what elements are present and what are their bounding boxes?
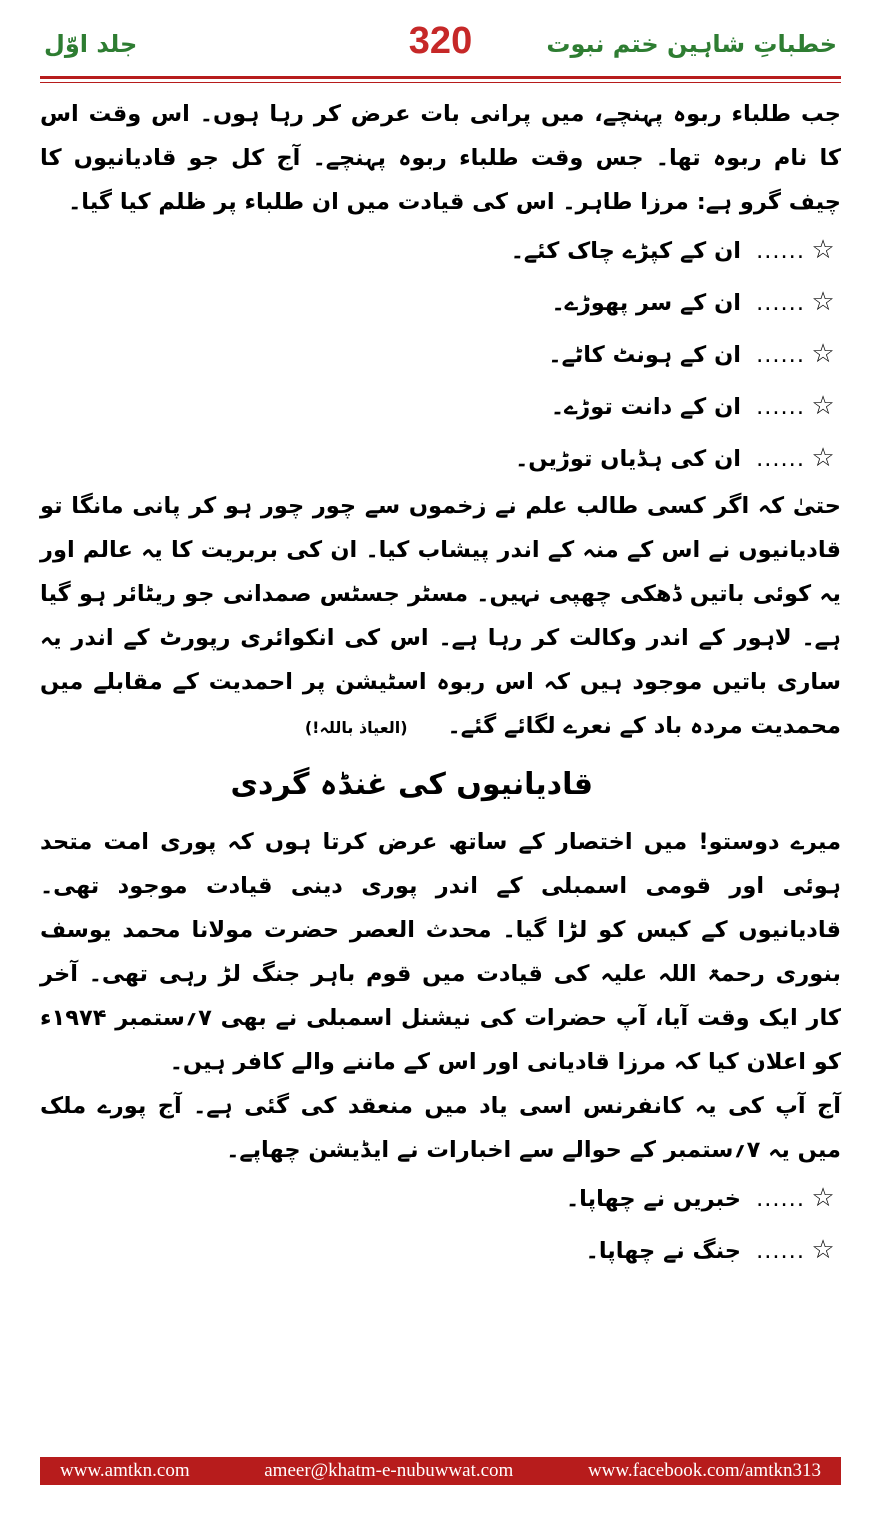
leader-dots: ...... [756, 394, 805, 420]
paragraph-2 [40, 484, 841, 750]
star-icon: ☆ [811, 443, 835, 473]
atrocities-list [40, 224, 841, 484]
list-item [40, 1224, 841, 1276]
star-icon: ☆ [811, 1235, 835, 1265]
email-link[interactable]: ameer@khatm-e-nubuwwat.com [264, 1460, 514, 1481]
list-item-text: خبریں نے چھاپا۔ [566, 1186, 741, 1212]
list-item-text: ان کے کپڑے چاک کئے۔ [510, 238, 741, 264]
leader-dots: ...... [756, 342, 805, 368]
page-body [40, 92, 841, 1441]
header-rule-thick [40, 76, 841, 79]
leader-dots: ...... [756, 238, 805, 264]
paragraph-4: آج آپ کی یہ کانفرنس اسی یاد میں منعقد کی گئی ہے۔ آج پورے ملک میں یہ ۷؍ستمبر کے حوالے سے اخبارات نے ایڈیشن چھاپے۔ [40, 1093, 841, 1163]
header-rule-thin [40, 82, 841, 83]
star-icon: ☆ [811, 1183, 835, 1213]
leader-dots: ...... [756, 1186, 805, 1212]
list-item-text: ان کے سر پھوڑے۔ [551, 290, 741, 316]
list-item [40, 1172, 841, 1224]
list-item [40, 432, 841, 484]
list-item-text: جنگ نے چھاپا۔ [585, 1238, 741, 1264]
star-icon: ☆ [811, 391, 835, 421]
list-item [40, 380, 841, 432]
list-item [40, 276, 841, 328]
book-title: خطباتِ شاہین ختم نبوت [546, 30, 837, 58]
page-footer [40, 1457, 841, 1485]
list-item-text: ان کے ہونٹ کاٹے۔ [548, 342, 741, 368]
list-item-text: ان کے دانت توڑے۔ [550, 394, 741, 420]
leader-dots: ...... [756, 446, 805, 472]
paragraph-2-text: حتیٰ کہ اگر کسی طالب علم نے زخموں سے چور چور ہو کر پانی مانگا تو قادیانیوں نے اس کے منہ کے اندر پیشاب کیا۔ ان کی بربریت کا یہ عالم اور یہ کوئی باتیں ڈھکی چھپی نہیں۔ مسٹر جسٹس صمدانی جو ریٹائر ہو گیا ہے۔ لاہور کے اندر وکالت کر رہا ہے۔ اس کی انکوائری رپورٹ کے اندر یہ ساری باتیں موجود ہیں کہ اس ربوہ اسٹیشن پر احمدیت کے مقابلے میں محمدیت مردہ باد کے نعرے لگائے گئے۔ [40, 493, 841, 739]
star-icon: ☆ [811, 235, 835, 265]
newspapers-list [40, 1172, 841, 1276]
website-link[interactable]: www.amtkn.com [60, 1460, 190, 1481]
paragraph-2-reference: (العیاذ باللہ!) [304, 718, 408, 737]
leader-dots: ...... [756, 290, 805, 316]
paragraph-1: جب طلباء ربوہ پہنچے، میں پرانی بات عرض کر رہا ہوں۔ اس وقت اس کا نام ربوہ تھا۔ جس وقت طلباء ربوہ پہنچے۔ آج کل جو قادیانیوں کا چیف گرو ہے: مرزا طاہر۔ اس کی قیادت میں ان طلباء پر ظلم کیا گیا۔ [40, 101, 841, 215]
list-item [40, 224, 841, 276]
star-icon: ☆ [811, 339, 835, 369]
volume-label: جلد اوّل [44, 30, 138, 58]
page-number: 320 [408, 20, 473, 62]
facebook-link[interactable]: www.facebook.com/amtkn313 [587, 1460, 821, 1481]
list-item-text: ان کی ہڈیاں توڑیں۔ [515, 446, 741, 472]
page-header [40, 14, 841, 74]
leader-dots: ...... [756, 1238, 805, 1264]
paragraph-3: میرے دوستو! میں اختصار کے ساتھ عرض کرتا ہوں کہ پوری امت متحد ہوئی اور قومی اسمبلی کے اندر پوری دینی قیادت موجود تھی۔ قادیانیوں کے کیس کو لڑا گیا۔ محدث العصر حضرت مولانا محمد یوسف بنوری رحمۃ اللہ علیہ کی قیادت میں قوم باہر جنگ لڑ رہی تھی۔ آخر کار ایک وقت آیا، آپ حضرات کی نیشنل اسمبلی نے بھی ۷؍ستمبر ۱۹۷۴ء کو اعلان کیا کہ مرزا قادیانی اور اس کے ماننے والے کافر ہیں۔ [40, 829, 841, 1075]
section-heading: قادیانیوں کی غنڈہ گردی [230, 767, 593, 802]
star-icon: ☆ [811, 287, 835, 317]
list-item [40, 328, 841, 380]
